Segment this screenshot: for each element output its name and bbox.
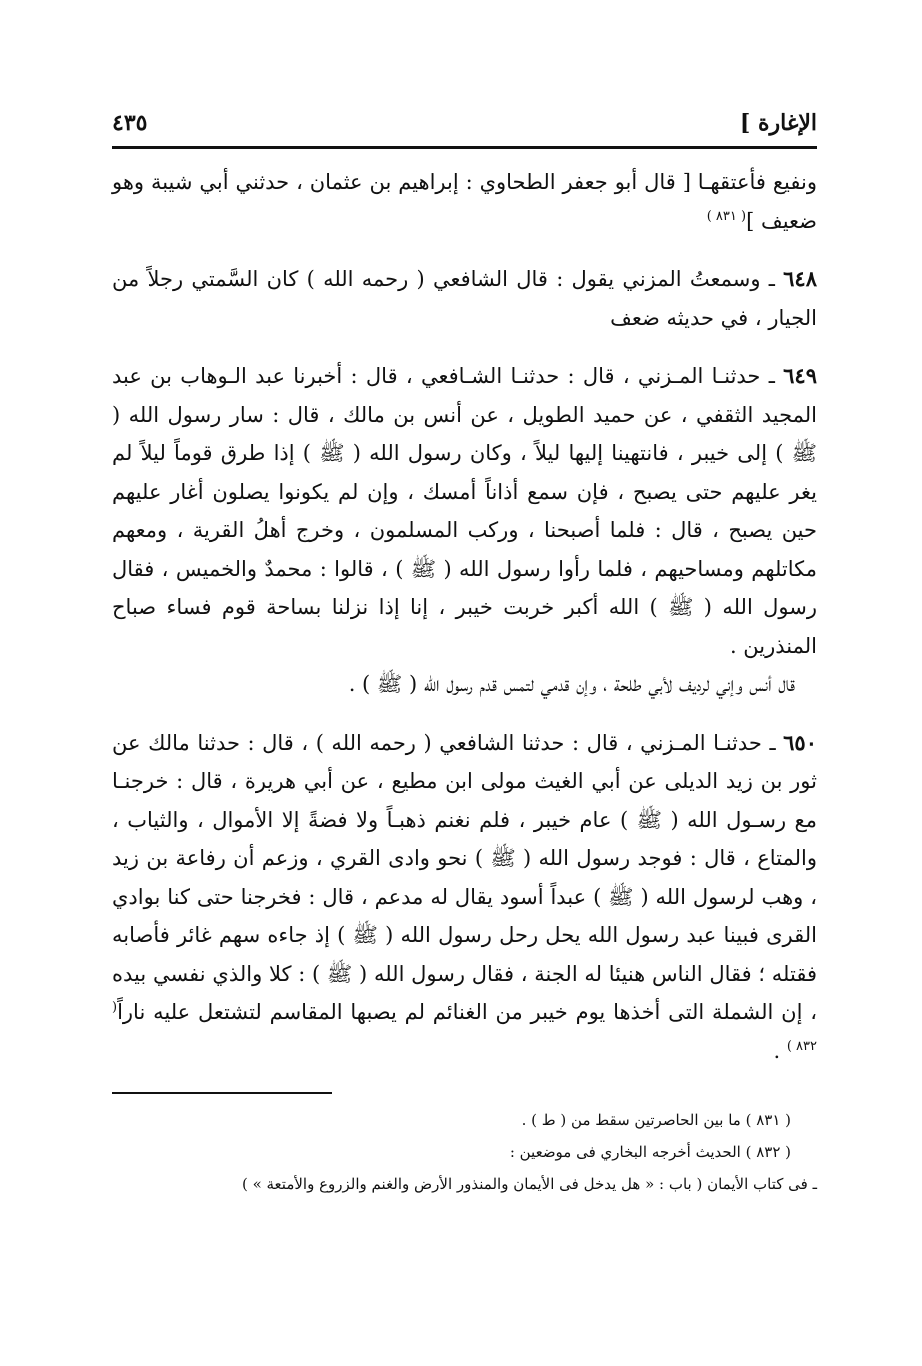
paragraph-text: ـ حدثنـا المـزني ، قال : حدثنـا الشـافعي ، قال : أخبرنا عبد الـوهاب بن عبد المجيد الثقفي ، عن حميد الطويل ، عن أنس بن مالك ، قال : سار رسول الله ( ﷺ ) إلى خيبر ، فانتهينا إليها ليلاً ، وكان رسول الله ( ﷺ ) إذا طرق قوماً ليلاً لم يغر عليهم حتى يصبح ، فإن سمع أذاناً أمسك ، وإن لم يكونوا يصلون أغار عليهم حين يصبح ، قال : فلما أصبحنا ، وركب المسلمون ، وخرج أهلُ القرية ، ومعهم مكاتلهم ومساحيهم ، فلما رأوا رسول الله ( ﷺ ) ، قالوا : محمدٌ والخميس ، فقال رسول الله ( ﷺ ) الله أكبر خربت خيبر ، إنا إذا نزلنا بساحة قوم فساء صباح المنذرين .	[112, 364, 817, 658]
footnote-separator	[112, 1092, 332, 1094]
page-number: ٤٣٥	[112, 110, 148, 136]
footnotes	[112, 1104, 817, 1200]
paragraph-text: ونفيع فأعتقهـا [ قال أبو جعفر الطحاوي : إبراهيم بن عثمان ، حدثني أبي شيبة وهو ضعيف ]	[112, 170, 817, 233]
paragraph-text: ـ حدثنـا المـزني ، قال : حدثنا الشافعي ( رحمه الله ) ، قال : حدثنا مالك عن ثور بن زيد الديلى عن أبي الغيث مولى ابن مطيع ، عن أبي هريرة ، قال : خرجنـا مع رسـول الله ( ﷺ ) عام خيبر ، فلم نغنم ذهبـاً ولا فضةً إلا الأموال ، والثياب ، والمتاع ، قال : فوجد رسول الله ( ﷺ ) نحو وادى القري ، وزعم أن رفاعة بن زيد ، وهب لرسول الله ( ﷺ ) عبداً أسود يقال له مدعم ، قال : فخرجنا حتى كنا بوادي القرى فبينا عبد رسول الله يحل رحل رسول الله ( ﷺ ) إذ جاءه سهم غائر فأصابه فقتله ؛ فقال الناس هنيئا له الجنة ، فقال رسول الله ( ﷺ ) : كلا والذي نفسي بيده ، إن الشملة التى أخذها يوم خيبر من الغنائم لم يصبها المقاسم لتشتعل عليه ناراً	[112, 730, 817, 1024]
footnote-reference: ( ٨٣١ )	[706, 208, 747, 224]
paragraph-anas	[112, 665, 817, 704]
footnote-reference: ( ٨٣٢ )	[112, 1000, 817, 1054]
paragraph-text: قال أنس وإني لرديف لأبي طلحة ، وإن قدمي لتمس قدم رسول الله ( ﷺ ) .	[348, 672, 795, 696]
hadith-number: ٦٥٠	[783, 729, 817, 755]
hadith-number: ٦٤٨	[783, 266, 817, 291]
footnote-831: ( ٨٣١ ) ما بين الحاصرتين سقط من ( ط ) .	[521, 1111, 791, 1129]
hadith-649	[112, 357, 817, 665]
book-page	[112, 88, 817, 1200]
footnote-832-detail: ـ فى كتاب الأيمان ( باب : « هل يدخل فى الأيمان والمنذور الأرض والغنم والزروع والأمتعة » )	[241, 1175, 817, 1193]
chapter-title: الإغارة ]	[739, 110, 817, 136]
hadith-648	[112, 260, 817, 337]
paragraph-continuation	[112, 163, 817, 240]
hadith-number: ٦٤٩	[783, 363, 817, 388]
paragraph-text: ـ وسمعتُ المزني يقول : قال الشافعي ( رحمه الله ) كان السَّمتي رجلاً من الجيار ، في حديثه ضعف	[112, 267, 817, 330]
paragraph-tail: .	[773, 1038, 787, 1063]
hadith-650	[112, 724, 817, 1071]
footnote-832: ( ٨٣٢ ) الحديث أخرجه البخاري فى موضعين :	[509, 1143, 791, 1161]
main-text	[112, 163, 817, 1070]
running-header	[112, 88, 817, 149]
